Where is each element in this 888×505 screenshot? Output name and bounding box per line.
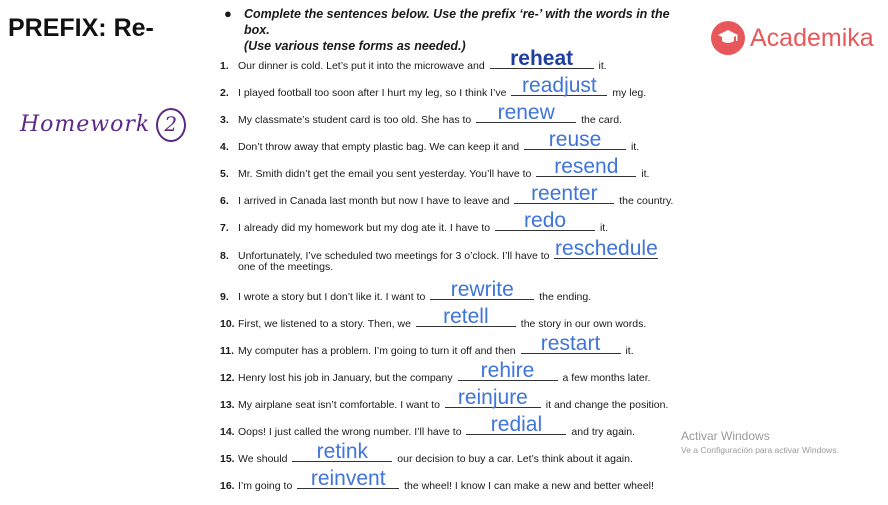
answer-text: reschedule <box>555 237 658 260</box>
answer-text: reheat <box>510 47 574 70</box>
page-title: PREFIX: Re- <box>8 14 154 42</box>
answer-blank <box>511 74 607 97</box>
answer-text: resend <box>554 155 619 178</box>
sentence-9: 9. I wrote a story but I don’t like it. I want to rewrite the ending. <box>220 278 592 303</box>
sentence-2: 2. I played football too soon after I hurt my leg, so I think I’ve readjust my leg. <box>220 74 647 99</box>
answer-blank <box>430 278 534 301</box>
homework-text: Homework <box>20 112 151 137</box>
answer-blank <box>514 182 614 205</box>
sentence-4: 4. Don’t throw away that empty plastic bag. We can keep it and reuse it. <box>220 128 640 153</box>
watermark-subtitle: Ve a Configuración para activar Windows. <box>681 445 839 455</box>
sentence-11: 11. My computer has a problem. I’m going to turn it off and then restart it. <box>220 332 634 357</box>
windows-activation-watermark <box>681 429 839 455</box>
sentence-3: 3. My classmate’s student card is too old. She has to renew the card. <box>220 101 622 126</box>
answer-text: reenter <box>531 182 598 205</box>
sentence-10: 10. First, we listened to a story. Then, we retell the story in our own words. <box>220 305 647 330</box>
answer-text: retink <box>316 440 369 463</box>
answer-blank <box>416 305 516 328</box>
answer-text: retell <box>443 305 489 328</box>
answer-blank <box>458 359 558 382</box>
answer-blank <box>521 332 621 355</box>
watermark-title: Activar Windows <box>681 429 770 443</box>
answer-blank <box>445 386 541 409</box>
answer-blank <box>292 440 392 463</box>
graduation-cap-icon <box>711 21 745 55</box>
academika-logo <box>711 20 874 56</box>
answer-text: restart <box>540 332 601 355</box>
instructions-line-1: Complete the sentences below. Use the prefix ‘re-’ with the words in the box. <box>244 7 670 37</box>
answer-text: reinjure <box>457 386 528 409</box>
answer-text: reuse <box>548 128 602 151</box>
answer-text: redo <box>524 209 567 232</box>
answer-text: readjust <box>522 74 597 97</box>
answer-blank <box>297 467 399 490</box>
answer-blank <box>495 209 595 232</box>
logo-text: Academika <box>750 23 874 52</box>
sentence-16: 16. I’m going to reinvent the wheel! I know I can make a new and better wheel! <box>220 467 654 492</box>
sentence-12: 12. Henry lost his job in January, but the company rehire a few months later. <box>220 359 651 384</box>
sentence-5: 5. Mr. Smith didn’t get the email you sent yesterday. You’ll have to resend it. <box>220 155 650 180</box>
sentence-13: 13. My airplane seat isn’t comfortable. I want to reinjure it and change the position. <box>220 386 669 411</box>
answer-text: reinvent <box>310 467 386 490</box>
answer-text: renew <box>497 101 555 124</box>
sentence-6: 6. I arrived in Canada last month but now I have to leave and reenter the country. <box>220 182 674 207</box>
sentence-7: 7. I already did my homework but my dog ate it. I have to redo it. <box>220 209 609 234</box>
answer-text: rewrite <box>450 278 514 301</box>
sentence-8-line-2: one of the meetings. <box>238 261 334 273</box>
homework-label <box>20 108 186 142</box>
sentence-14: 14. Oops! I just called the wrong number. I’ll have to redial and try again. <box>220 413 636 438</box>
answer-blank <box>466 413 566 436</box>
answer-blank <box>536 155 636 178</box>
sentence-15: 15. We should retink our decision to buy a car. Let’s think about it again. <box>220 440 633 465</box>
answer-blank <box>554 237 658 260</box>
instructions-line-2: (Use various tense forms as needed.) <box>244 39 466 53</box>
homework-number: 2 <box>156 108 186 142</box>
sentence-8: 8. Unfortunately, I’ve scheduled two meetings for 3 o’clock. I’ll have to reschedule one of the meetings. <box>220 237 658 273</box>
sentence-1: 1. Our dinner is cold. Let’s put it into the microwave and reheat it. <box>220 47 607 72</box>
answer-blank <box>476 101 576 124</box>
answer-blank <box>490 47 594 70</box>
instructions <box>224 6 694 54</box>
answer-text: rehire <box>480 359 535 382</box>
answer-blank <box>524 128 626 151</box>
bullet-icon: ● <box>224 6 232 21</box>
answer-text: redial <box>490 413 543 436</box>
